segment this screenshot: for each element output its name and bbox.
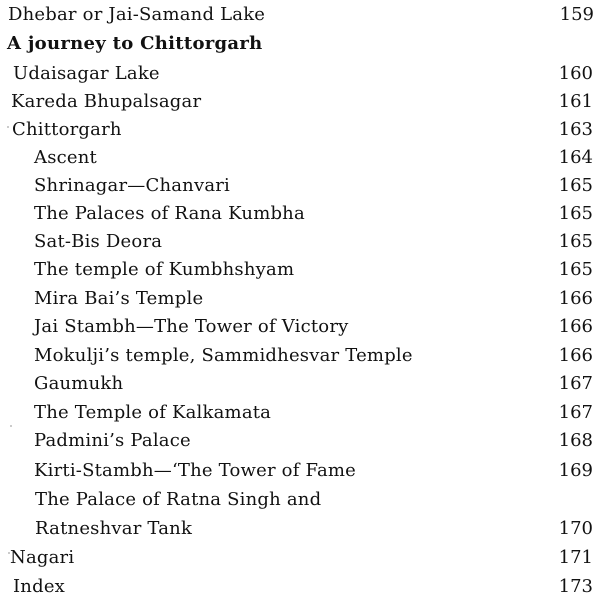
toc-entry-title: Nagari bbox=[10, 547, 75, 568]
toc-entry-page: 163 bbox=[558, 119, 593, 140]
toc-row bbox=[0, 402, 600, 430]
toc-entry-title: Mira Bai’s Temple bbox=[34, 288, 204, 309]
print-speck bbox=[7, 126, 9, 128]
toc-row bbox=[0, 119, 600, 147]
toc-row bbox=[0, 489, 600, 517]
toc-entry-title: The Palaces of Rana Kumbha bbox=[34, 203, 305, 224]
toc-entry-title: Shrinagar—Chanvari bbox=[34, 175, 231, 196]
toc-entry-title: Mokulji’s temple, Sammidhesvar Temple bbox=[34, 345, 413, 366]
toc-entry-page: 166 bbox=[558, 288, 593, 309]
toc-entry-page: 161 bbox=[558, 91, 593, 112]
toc-entry-title: Udaisagar Lake bbox=[13, 63, 160, 84]
toc-entry-page: 170 bbox=[558, 518, 593, 539]
toc-entry-page: 169 bbox=[558, 460, 593, 481]
toc-row bbox=[0, 316, 600, 344]
toc-row bbox=[0, 518, 600, 546]
toc-entry-title: Jai Stambh—The Tower of Victory bbox=[34, 316, 349, 337]
toc-row bbox=[0, 576, 600, 604]
toc-entry-page: 165 bbox=[558, 259, 593, 280]
toc-entry-title: Dhebar or Jai-Samand Lake bbox=[8, 4, 266, 25]
toc-entry-page: 168 bbox=[558, 430, 593, 451]
toc-entry-title: Kirti-Stambh—‘The Tower of Fame bbox=[34, 460, 357, 481]
toc-row bbox=[0, 147, 600, 175]
toc-entry-page: 166 bbox=[558, 345, 593, 366]
toc-entry-title: Sat-Bis Deora bbox=[34, 231, 163, 252]
toc-entry-page: 164 bbox=[558, 147, 593, 168]
toc-entry-title: Ascent bbox=[34, 147, 97, 168]
toc-entry-title: Ratneshvar Tank bbox=[35, 518, 193, 539]
toc-entry-title: The Palace of Ratna Singh and bbox=[35, 489, 322, 510]
toc-row bbox=[0, 231, 600, 259]
toc-row bbox=[0, 460, 600, 488]
toc-row bbox=[0, 175, 600, 203]
toc-entry-title: Index bbox=[13, 576, 66, 597]
section-heading-row bbox=[0, 33, 600, 61]
toc-row bbox=[0, 203, 600, 231]
toc-entry-page: 159 bbox=[559, 4, 594, 25]
toc-entry-page: 173 bbox=[558, 576, 593, 597]
toc-entry-page: 165 bbox=[558, 203, 593, 224]
toc-row bbox=[0, 373, 600, 401]
print-speck bbox=[8, 552, 10, 554]
toc-entry-page: 160 bbox=[558, 63, 593, 84]
section-heading: A journey to Chittorgarh bbox=[7, 33, 263, 54]
toc-row bbox=[0, 430, 600, 458]
toc-row bbox=[0, 91, 600, 119]
toc-row bbox=[0, 259, 600, 287]
toc-row bbox=[0, 547, 600, 575]
toc-entry-page: 165 bbox=[558, 231, 593, 252]
toc-entry-title: Kareda Bhupalsagar bbox=[11, 91, 202, 112]
print-speck bbox=[10, 425, 12, 427]
toc-entry-page: 167 bbox=[558, 402, 593, 423]
toc-row bbox=[0, 4, 600, 32]
toc-entry-title: Chittorgarh bbox=[12, 119, 122, 140]
toc-row bbox=[0, 345, 600, 373]
toc-entry-title: The Temple of Kalkamata bbox=[34, 402, 272, 423]
toc-row bbox=[0, 63, 600, 91]
toc-entry-page: 171 bbox=[558, 547, 593, 568]
toc-entry-page: 165 bbox=[558, 175, 593, 196]
toc-entry-page: 167 bbox=[558, 373, 593, 394]
toc-entry-title: Gaumukh bbox=[34, 373, 124, 394]
toc-entry-page: 166 bbox=[558, 316, 593, 337]
toc-entry-title: The temple of Kumbhshyam bbox=[34, 259, 295, 280]
toc-entry-title: Padmini’s Palace bbox=[34, 430, 191, 451]
toc-row bbox=[0, 288, 600, 316]
